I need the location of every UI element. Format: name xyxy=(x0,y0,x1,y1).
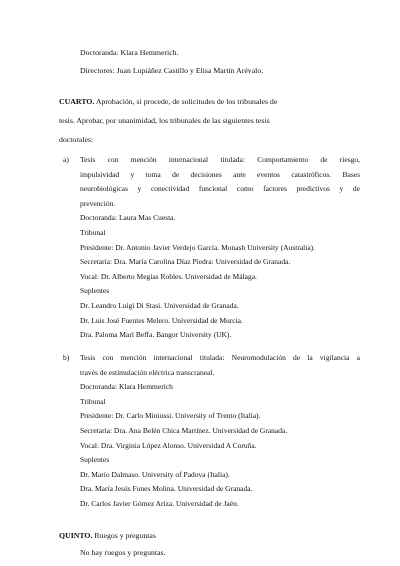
thesis-title-line: Tesis con mención internacional titulada: Neuromodulación de la vigilancia a xyxy=(80,353,360,362)
section-cuarto-text-line-2: tesis. Aprobar, por unanimidad, los tribunales de las siguientes tesis xyxy=(59,116,270,125)
directores-line: Directores: Juan Lupiáñez Castillo y Elisa Martín Arévalo. xyxy=(80,66,264,75)
thesis-title-line: neurobiológicas y conectividad funcional como factores predictivos y de xyxy=(80,184,360,194)
previous-item-continuation xyxy=(80,44,380,80)
tribunal-line: Vocal: Dra. Virginia López Alonso. Universidad A Coruña. xyxy=(80,440,257,450)
list-marker-a: a) xyxy=(63,155,69,164)
tribunal-line: Dr. Carlos Javier Gómez Ariza. Universidad de Jaén. xyxy=(80,498,239,508)
tribunal-line: Suplentes xyxy=(80,286,110,296)
section-cuarto-heading xyxy=(59,97,359,106)
tribunal-line: Dra. Paloma Marí Beffa. Bangor University (UK). xyxy=(80,330,232,340)
tribunal-line: prevención. xyxy=(80,198,116,208)
tribunal-item-a xyxy=(63,153,363,343)
doctoranda-line: Doctoranda: Klara Hemmerich. xyxy=(80,48,179,57)
section-cuarto-label: CUARTO. xyxy=(59,97,95,106)
section-quinto-title: Ruegos y preguntas xyxy=(92,531,156,540)
tribunal-line: Doctoranda: Klara Hemmerich xyxy=(80,382,173,392)
tribunal-line: Secretaria: Dra. Ana Belén Chica Martínez. Universidad de Granada. xyxy=(80,425,288,435)
tribunal-line: Vocal: Dr. Alberto Megías Robles. Universidad de Málaga. xyxy=(80,271,257,281)
tribunal-line: Dr. Luis José Fuentes Melero. Universidad de Murcia. xyxy=(80,315,243,325)
section-quinto-heading xyxy=(59,531,359,540)
tribunal-line: Presidente: Dr. Carlo Miniussi. University of Trento (Italia). xyxy=(80,411,261,421)
tribunal-item-b xyxy=(63,351,363,512)
thesis-title-line: Tesis con mención internacional titulada: Comportamiento de riesgo, xyxy=(80,155,360,164)
tribunal-line: través de estimulación eléctrica transcraneal. xyxy=(80,367,215,377)
tribunal-line: Dr. Leandro Luigi Di Stasi. Universidad de Granada. xyxy=(80,300,239,310)
section-cuarto-title: Aprobación, si procede, de solicitudes de los tribunales de xyxy=(94,97,278,106)
tribunal-line: Tribunal xyxy=(80,396,106,406)
tribunal-item-a-body xyxy=(80,153,360,343)
tribunal-line: Tribunal xyxy=(80,227,106,237)
thesis-title-line: impulsividad y toma de decisiones ante eventos catastróficos. Bases xyxy=(80,169,360,179)
tribunal-line: Dr. Mario Dalmaso. University of Padova (Italia). xyxy=(80,469,230,479)
tribunal-line: Dra. María Jesús Funes Molina. Universidad de Granada. xyxy=(80,484,253,494)
section-quinto-label: QUINTO. xyxy=(59,531,93,540)
tribunal-line: Secretaria: Dra. María Carolina Díaz Piedra: Universidad de Granada. xyxy=(80,257,291,267)
section-quinto-body: No hay ruegos y preguntas. xyxy=(80,548,166,557)
tribunal-line: Presidente: Dr. Antonio Javier Verdejo García. Monash University (Australia). xyxy=(80,242,316,252)
section-cuarto-text-line-3: doctorales: xyxy=(59,135,94,144)
list-marker-b: b) xyxy=(63,353,70,362)
tribunal-line: Suplentes xyxy=(80,455,110,465)
tribunal-line: Doctoranda: Laura Mas Cuesta. xyxy=(80,213,176,223)
tribunal-item-b-body xyxy=(80,351,360,512)
